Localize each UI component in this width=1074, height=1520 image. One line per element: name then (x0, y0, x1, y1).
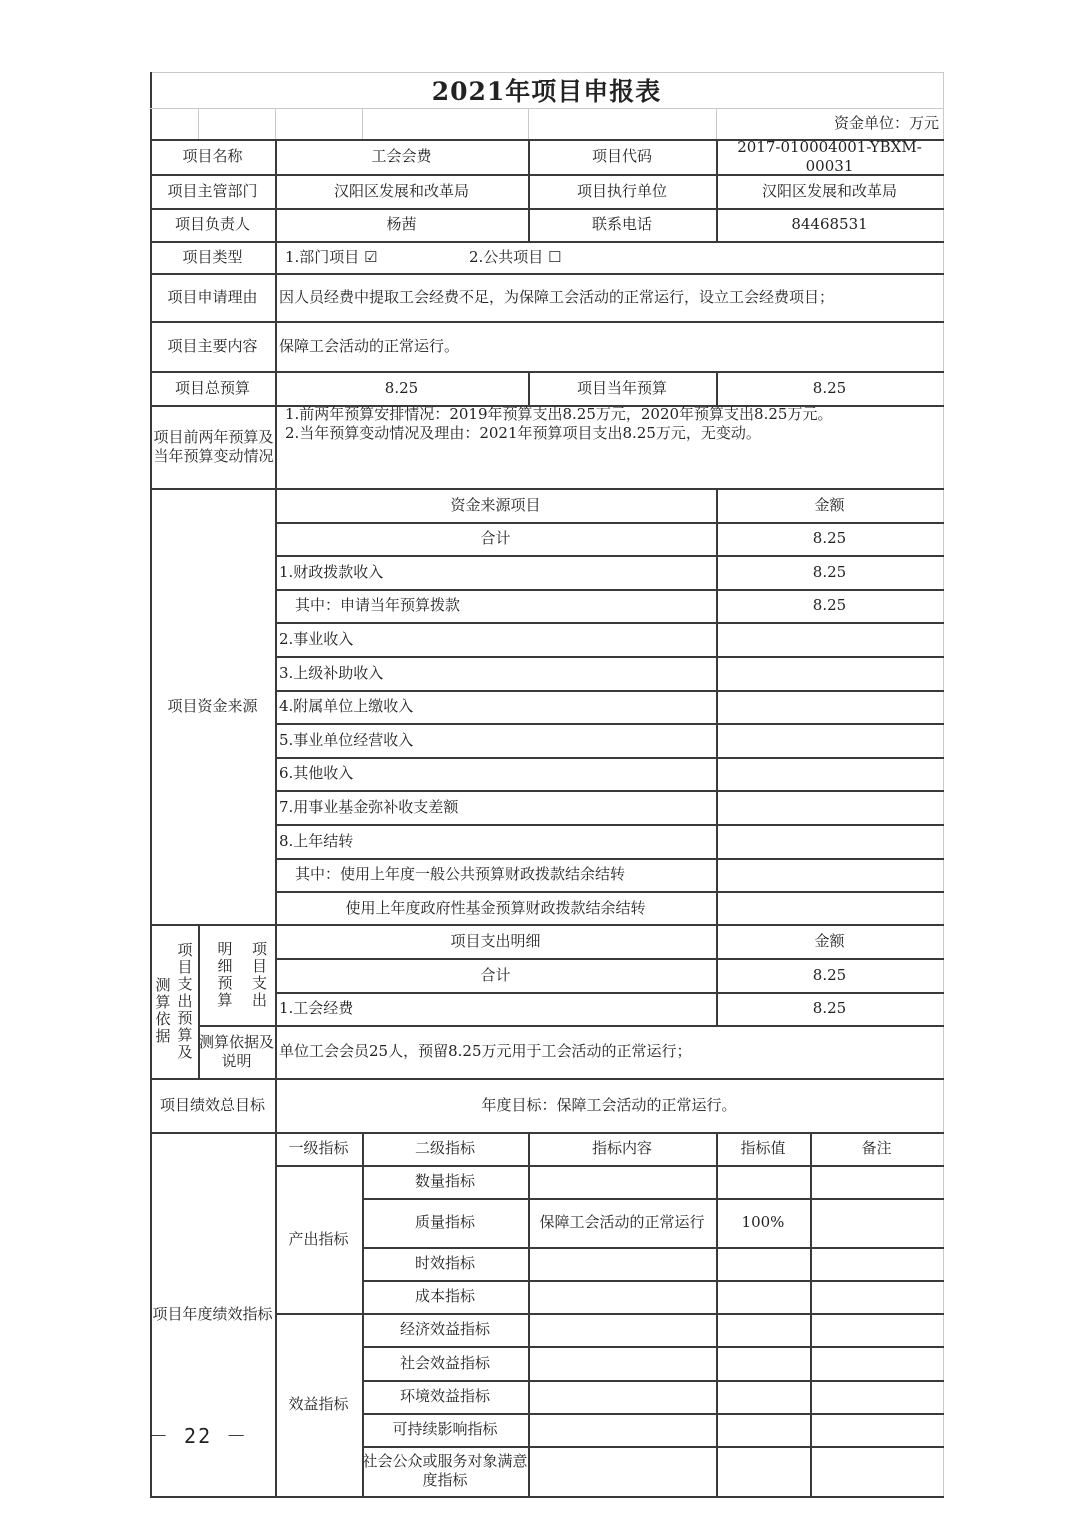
year-budget-value: 8.25 (812, 378, 847, 397)
benefit-indicator-content (528, 1446, 716, 1496)
benefit-indicator-name: 经济效益指标 (399, 1320, 490, 1338)
project-type-label: 项目类型 (182, 247, 243, 266)
funding-row-item: 其中：使用上年度一般公共预算财政拨款结余结转 (295, 865, 626, 883)
total-budget-value: 8.25 (384, 378, 419, 397)
executing-unit-label: 项目执行单位 (576, 181, 667, 200)
expense-detail-c2: 明细预算 (215, 940, 234, 1009)
expense-col-amount: 金额 (814, 931, 845, 950)
project-code-label: 项目代码 (591, 147, 652, 165)
benefit-indicator-name: 可持续影响指标 (392, 1420, 498, 1438)
grid-line (362, 108, 363, 139)
output-indicator-content (528, 1247, 716, 1280)
benefit-indicator-name: 环境效益指标 (399, 1387, 490, 1405)
funding-row-item: 1.财政拨款收入 (279, 562, 384, 581)
indicator-header: 指标内容 (591, 1139, 652, 1157)
managing-dept-label: 项目主管部门 (167, 181, 258, 200)
grid-line (198, 108, 199, 139)
funding-row-item: 合计 (480, 529, 511, 547)
funding-row-amount (716, 723, 943, 757)
output-indicator-note (810, 1198, 943, 1247)
output-indicator-content: 保障工会活动的正常运行 (539, 1213, 705, 1231)
output-indicator-name: 数量指标 (414, 1172, 475, 1190)
indicator-header: 二级指标 (414, 1139, 475, 1157)
phone-value: 84468531 (791, 215, 868, 233)
funding-row-amount (716, 790, 943, 824)
benefit-indicator-content (528, 1380, 716, 1413)
benefit-indicator-name: 社会效益指标 (399, 1353, 490, 1372)
benefit-indicator-content (528, 1313, 716, 1346)
funding-row-amount (716, 622, 943, 656)
grid-line (943, 72, 944, 1496)
funding-row-item: 3.上级补助收入 (279, 663, 384, 682)
benefit-indicator-value (716, 1346, 810, 1380)
managing-dept-value: 汉阳区发展和改革局 (333, 181, 469, 200)
output-indicator-value (716, 1280, 810, 1313)
project-owner-value: 杨茜 (386, 215, 417, 233)
funding-row-item: 5.事业单位经营收入 (279, 730, 414, 749)
performance-goal-value: 年度目标：保障工会活动的正常运行。 (481, 1095, 737, 1114)
project-application-form (150, 72, 943, 1496)
project-name-label: 项目名称 (182, 147, 243, 165)
project-type-option-public: 2.公共项目 ☐ (469, 247, 562, 266)
funding-row-item: 8.上年结转 (279, 831, 354, 850)
funding-row-amount (716, 858, 943, 891)
executing-unit-value: 汉阳区发展和改革局 (761, 181, 897, 200)
benefit-indicator-value (716, 1380, 810, 1413)
funding-row-item: 4.附属单位上缴收入 (279, 697, 414, 715)
grid-line (150, 72, 944, 73)
benefit-indicator-note (810, 1446, 943, 1496)
expense-total-amount: 8.25 (812, 965, 847, 984)
funding-row-item: 其中：申请当年预算拨款 (295, 596, 461, 614)
expense-detail-c1: 项目支出 (250, 940, 268, 1009)
year-budget-label: 项目当年预算 (576, 378, 667, 397)
output-indicator-content (528, 1165, 716, 1198)
budget-change-value (275, 405, 943, 488)
funding-row-amount (716, 891, 943, 925)
indicator-header: 指标值 (740, 1139, 786, 1157)
funding-row-item: 2.事业收入 (279, 629, 354, 648)
output-indicator-note (810, 1247, 943, 1280)
expense-basis-label: 测算依据及说明 (198, 1032, 274, 1070)
budget-change-label: 项目前两年预算及当年预算变动情况 (153, 427, 274, 465)
budget-change-line: 1.前两年预算安排情况：2019年预算支出8.25万元，2020年预算支出8.25万元。 (285, 405, 833, 423)
budget-change-line: 2.当年预算变动情况及理由：2021年预算项目支出8.25万元，无变动。 (285, 424, 761, 442)
main-content-value: 保障工会活动的正常运行。 (279, 336, 460, 355)
benefit-indicator-name: 社会公众或服务对象满意度指标 (362, 1452, 528, 1489)
funding-row-amount (716, 757, 943, 790)
output-indicator-note (810, 1165, 943, 1198)
funding-row-item: 6.其他收入 (279, 764, 354, 782)
funding-row-amount (716, 690, 943, 723)
funding-row-amount: 8.25 (812, 529, 847, 547)
expense-basis-outer-c1: 项目支出预算及 (175, 941, 194, 1061)
expense-col-item: 项目支出明细 (450, 931, 541, 950)
indicator-header: 备注 (861, 1139, 892, 1157)
benefit-indicator-content (528, 1346, 716, 1380)
output-indicator-name: 时效指标 (414, 1254, 475, 1272)
benefit-indicator-label: 效益指标 (288, 1395, 349, 1413)
expense-total-item: 合计 (480, 965, 511, 984)
expense-row1-amount: 8.25 (812, 999, 847, 1017)
indicator-header: 一级指标 (288, 1139, 349, 1157)
project-code-value: 2017-010004001-YBXM-00031 (737, 137, 922, 175)
funding-row-amount: 8.25 (812, 596, 847, 614)
grid-line (528, 108, 529, 139)
benefit-indicator-note (810, 1313, 943, 1346)
expense-basis-value: 单位工会会员25人，预留8.25万元用于工会活动的正常运行； (279, 1042, 692, 1060)
project-type-option-dept: 1.部门项目 ☑ (285, 247, 378, 266)
total-budget-label: 项目总预算 (174, 378, 250, 397)
output-indicator-note (810, 1280, 943, 1313)
annual-indicators-label: 项目年度绩效指标 (152, 1304, 273, 1323)
output-indicator-value: 100% (741, 1213, 785, 1231)
funding-row-item: 使用上年度政府性基金预算财政拨款结余结转 (345, 898, 646, 917)
funding-row-amount (716, 656, 943, 690)
output-indicator-label: 产出指标 (288, 1229, 349, 1248)
benefit-indicator-value (716, 1413, 810, 1446)
benefit-indicator-note (810, 1346, 943, 1380)
expense-row1-item: 1.工会经费 (279, 999, 354, 1017)
benefit-indicator-value (716, 1313, 810, 1346)
funding-col-item: 资金来源项目 (450, 495, 541, 514)
benefit-indicator-note (810, 1380, 943, 1413)
funding-row-amount (716, 824, 943, 858)
output-indicator-name: 质量指标 (414, 1213, 475, 1231)
application-reason-label: 项目申请理由 (167, 287, 258, 306)
grid-line (275, 108, 276, 139)
currency-unit: 资金单位：万元 (833, 114, 939, 132)
output-indicator-value (716, 1247, 810, 1280)
funding-source-label: 项目资金来源 (167, 696, 258, 715)
page-number: － 22 － (148, 1424, 249, 1448)
project-name-value: 工会会费 (371, 147, 432, 165)
funding-row-item: 7.用事业基金弥补收支差额 (279, 797, 459, 816)
output-indicator-value (716, 1165, 810, 1198)
form-title: 2021年项目申报表 (431, 76, 662, 106)
main-content-label: 项目主要内容 (167, 336, 258, 355)
phone-label: 联系电话 (591, 215, 652, 233)
funding-col-amount: 金额 (814, 495, 845, 514)
grid-line (150, 1496, 944, 1498)
output-indicator-name: 成本指标 (414, 1287, 475, 1305)
benefit-indicator-note (810, 1413, 943, 1446)
benefit-indicator-content (528, 1413, 716, 1446)
project-owner-label: 项目负责人 (174, 215, 250, 233)
funding-row-amount: 8.25 (812, 562, 847, 581)
output-indicator-content (528, 1280, 716, 1313)
performance-goal-label: 项目绩效总目标 (159, 1095, 265, 1114)
application-reason-value: 因人员经费中提取工会经费不足，为保障工会活动的正常运行，设立工会经费项目； (279, 287, 835, 306)
expense-basis-outer-c2: 测算依据 (153, 977, 172, 1045)
benefit-indicator-value (716, 1446, 810, 1496)
